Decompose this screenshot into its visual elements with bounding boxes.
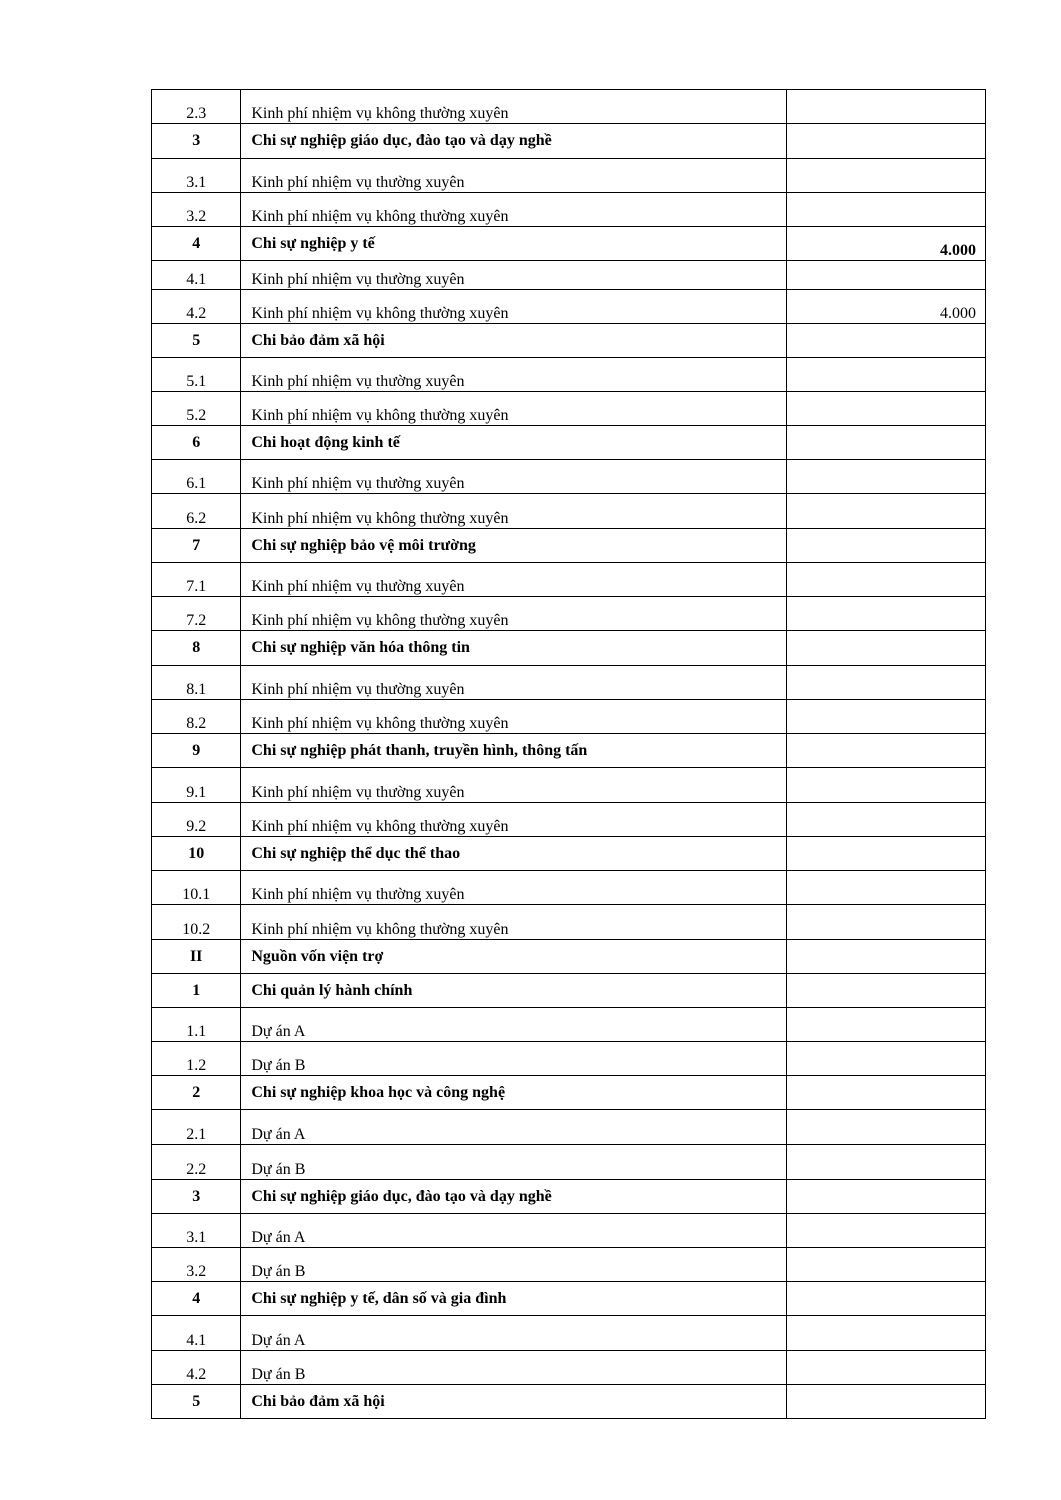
table-row <box>152 974 986 1008</box>
table-row <box>152 1214 986 1248</box>
row-number: 1.2 <box>152 1042 241 1076</box>
row-value <box>787 494 986 529</box>
table-row <box>152 1042 986 1076</box>
row-name: Dự án A <box>241 1008 787 1042</box>
row-value <box>787 803 986 837</box>
row-value <box>787 193 986 227</box>
row-number: 4.2 <box>152 1351 241 1385</box>
row-number: 7.1 <box>152 563 241 597</box>
row-number: 9.1 <box>152 768 241 803</box>
table-row <box>152 1282 986 1316</box>
table-row <box>152 460 986 494</box>
row-name: Dự án A <box>241 1110 787 1145</box>
row-name: Chi hoạt động kinh tế <box>241 426 787 460</box>
row-name: Chi bảo đảm xã hội <box>241 1385 787 1419</box>
row-name: Kinh phí nhiệm vụ thường xuyên <box>241 871 787 905</box>
row-name: Kinh phí nhiệm vụ không thường xuyên <box>241 193 787 227</box>
row-value <box>787 974 986 1008</box>
table-row <box>152 290 986 324</box>
row-name: Kinh phí nhiệm vụ thường xuyên <box>241 768 787 803</box>
row-name: Dự án B <box>241 1145 787 1180</box>
table-row <box>152 1248 986 1282</box>
row-value <box>787 124 986 159</box>
row-value <box>787 90 986 124</box>
row-name: Chi sự nghiệp văn hóa thông tin <box>241 631 787 666</box>
row-name: Kinh phí nhiệm vụ không thường xuyên <box>241 290 787 324</box>
row-name: Kinh phí nhiệm vụ không thường xuyên <box>241 803 787 837</box>
row-number: 3.2 <box>152 193 241 227</box>
row-number: 1.1 <box>152 1008 241 1042</box>
row-value <box>787 1110 986 1145</box>
row-name: Dự án B <box>241 1042 787 1076</box>
row-number: 9 <box>152 734 241 768</box>
row-value <box>787 460 986 494</box>
row-value <box>787 597 986 631</box>
row-number: 4.1 <box>152 1316 241 1351</box>
row-number: 2.1 <box>152 1110 241 1145</box>
row-value: 4.000 <box>787 227 986 261</box>
row-value <box>787 261 986 290</box>
row-name: Kinh phí nhiệm vụ không thường xuyên <box>241 700 787 734</box>
row-value <box>787 1076 986 1110</box>
row-value <box>787 1248 986 1282</box>
row-name: Kinh phí nhiệm vụ không thường xuyên <box>241 90 787 124</box>
row-value <box>787 324 986 358</box>
row-number: 3.1 <box>152 1214 241 1248</box>
table-row <box>152 940 986 974</box>
row-number: 4.1 <box>152 261 241 290</box>
row-name: Kinh phí nhiệm vụ không thường xuyên <box>241 905 787 940</box>
row-value <box>787 563 986 597</box>
row-name: Kinh phí nhiệm vụ thường xuyên <box>241 563 787 597</box>
table-row <box>152 1385 986 1419</box>
row-name: Kinh phí nhiệm vụ thường xuyên <box>241 358 787 392</box>
row-value <box>787 871 986 905</box>
row-number: 7.2 <box>152 597 241 631</box>
row-value <box>787 631 986 666</box>
row-number: 5 <box>152 324 241 358</box>
row-value <box>787 700 986 734</box>
row-value <box>787 426 986 460</box>
table-row <box>152 426 986 460</box>
row-number: 6 <box>152 426 241 460</box>
budget-table <box>151 89 986 1419</box>
row-number: 7 <box>152 529 241 563</box>
row-number: 3 <box>152 1180 241 1214</box>
row-number: 6.1 <box>152 460 241 494</box>
row-value <box>787 905 986 940</box>
row-number: 5.2 <box>152 392 241 426</box>
table-row <box>152 666 986 700</box>
table-row <box>152 324 986 358</box>
row-name: Dự án A <box>241 1316 787 1351</box>
row-number: 3 <box>152 124 241 159</box>
row-number: 1 <box>152 974 241 1008</box>
table-row <box>152 837 986 871</box>
row-value <box>787 1282 986 1316</box>
table-row <box>152 1180 986 1214</box>
row-value <box>787 1042 986 1076</box>
table-row <box>152 90 986 124</box>
row-name: Kinh phí nhiệm vụ thường xuyên <box>241 666 787 700</box>
row-name: Chi sự nghiệp phát thanh, truyền hình, thông tấn <box>241 734 787 768</box>
row-value <box>787 1316 986 1351</box>
table-row <box>152 227 986 261</box>
table-row <box>152 1351 986 1385</box>
table-row <box>152 1110 986 1145</box>
row-value <box>787 1351 986 1385</box>
row-name: Chi sự nghiệp giáo dục, đào tạo và dạy nghề <box>241 124 787 159</box>
row-name: Kinh phí nhiệm vụ thường xuyên <box>241 261 787 290</box>
row-number: 6.2 <box>152 494 241 529</box>
budget-table-body <box>152 90 986 1419</box>
table-row <box>152 159 986 193</box>
row-number: 5.1 <box>152 358 241 392</box>
row-value: 4.000 <box>787 290 986 324</box>
row-value <box>787 837 986 871</box>
table-row <box>152 1076 986 1110</box>
row-name: Dự án A <box>241 1214 787 1248</box>
row-number: II <box>152 940 241 974</box>
row-number: 9.2 <box>152 803 241 837</box>
row-name: Chi sự nghiệp khoa học và công nghệ <box>241 1076 787 1110</box>
table-row <box>152 700 986 734</box>
table-row <box>152 563 986 597</box>
table-row <box>152 494 986 529</box>
row-name: Dự án B <box>241 1351 787 1385</box>
row-value <box>787 940 986 974</box>
row-value <box>787 159 986 193</box>
row-value <box>787 1214 986 1248</box>
row-name: Chi sự nghiệp bảo vệ môi trường <box>241 529 787 563</box>
table-row <box>152 597 986 631</box>
table-row <box>152 193 986 227</box>
table-row <box>152 358 986 392</box>
row-number: 2 <box>152 1076 241 1110</box>
row-name: Chi quản lý hành chính <box>241 974 787 1008</box>
table-row <box>152 529 986 563</box>
row-value <box>787 1145 986 1180</box>
row-value <box>787 1180 986 1214</box>
table-row <box>152 871 986 905</box>
row-name: Chi sự nghiệp giáo dục, đào tạo và dạy nghề <box>241 1180 787 1214</box>
table-row <box>152 768 986 803</box>
row-value <box>787 734 986 768</box>
row-number: 10 <box>152 837 241 871</box>
row-number: 8 <box>152 631 241 666</box>
table-row <box>152 734 986 768</box>
row-number: 3.1 <box>152 159 241 193</box>
row-name: Chi sự nghiệp y tế <box>241 227 787 261</box>
row-name: Kinh phí nhiệm vụ không thường xuyên <box>241 494 787 529</box>
row-name: Nguồn vốn viện trợ <box>241 940 787 974</box>
table-row <box>152 124 986 159</box>
row-number: 4 <box>152 227 241 261</box>
row-value <box>787 666 986 700</box>
row-number: 2.3 <box>152 90 241 124</box>
row-value <box>787 1385 986 1419</box>
row-value <box>787 768 986 803</box>
table-row <box>152 392 986 426</box>
row-number: 10.1 <box>152 871 241 905</box>
row-value <box>787 1008 986 1042</box>
table-row <box>152 1145 986 1180</box>
row-name: Chi bảo đảm xã hội <box>241 324 787 358</box>
row-number: 3.2 <box>152 1248 241 1282</box>
table-row <box>152 905 986 940</box>
row-name: Kinh phí nhiệm vụ không thường xuyên <box>241 597 787 631</box>
table-row <box>152 631 986 666</box>
row-name: Chi sự nghiệp thể dục thể thao <box>241 837 787 871</box>
row-value <box>787 529 986 563</box>
row-name: Kinh phí nhiệm vụ thường xuyên <box>241 460 787 494</box>
table-row <box>152 1008 986 1042</box>
row-name: Kinh phí nhiệm vụ không thường xuyên <box>241 392 787 426</box>
row-number: 10.2 <box>152 905 241 940</box>
row-name: Chi sự nghiệp y tế, dân số và gia đình <box>241 1282 787 1316</box>
row-number: 2.2 <box>152 1145 241 1180</box>
row-number: 5 <box>152 1385 241 1419</box>
table-row <box>152 803 986 837</box>
row-name: Kinh phí nhiệm vụ thường xuyên <box>241 159 787 193</box>
row-name: Dự án B <box>241 1248 787 1282</box>
row-number: 4.2 <box>152 290 241 324</box>
row-number: 8.1 <box>152 666 241 700</box>
row-number: 4 <box>152 1282 241 1316</box>
table-row <box>152 261 986 290</box>
table-row <box>152 1316 986 1351</box>
row-value <box>787 392 986 426</box>
row-value <box>787 358 986 392</box>
row-number: 8.2 <box>152 700 241 734</box>
